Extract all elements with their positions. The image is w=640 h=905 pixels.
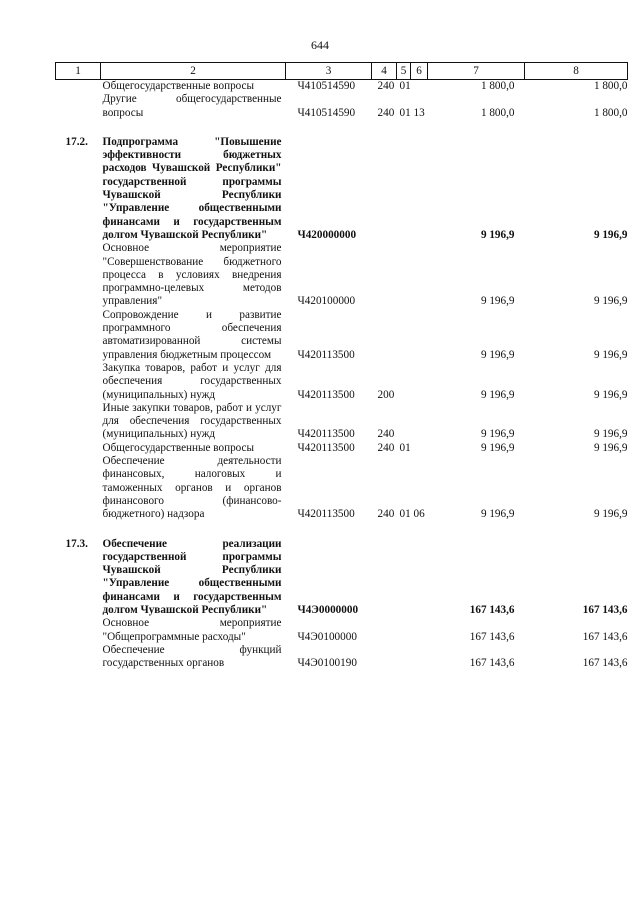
row-target-code: Ч4Э0100000 [297,630,357,643]
table-row [56,136,628,242]
row-subsection [411,644,428,671]
row-subsection [411,80,428,94]
header-cell-1: 1 [56,63,101,80]
row-expense-type: 240 [377,106,395,119]
row-amount-col7: 9 196,9 [480,441,515,454]
row-name: Обеспечение деятельности финансовых, налоговых и таможенных органов и органов финансового (финансово-бюджетного) надзора [102,455,282,521]
page-number: 644 [311,38,329,52]
row-amount-col8: 1 800,0 [593,106,628,119]
row-amount-col7: 1 800,0 [480,106,515,119]
row-amount-col8: 1 800,0 [593,80,628,92]
row-amount-col8: 9 196,9 [593,508,628,521]
row-section [397,617,411,644]
row-subsection [411,362,428,402]
row-target-code: Ч420113500 [297,508,355,521]
row-section: 01 [399,508,411,521]
table-row [56,309,628,362]
row-amount-col8: 9 196,9 [593,295,628,308]
table-row [56,442,628,455]
row-number [56,402,101,442]
row-spacer [56,120,628,136]
table-row [56,80,628,94]
row-target-code: Ч4Э0000000 [297,603,359,616]
table-header-row [56,63,628,80]
row-name: Обеспечение функций государственных органов [102,643,282,670]
table-row [56,362,628,402]
row-amount-col7: 9 196,9 [480,508,515,521]
table-row [56,242,628,308]
header-cell-3: 3 [286,63,372,80]
row-number: 17.3. [65,537,88,550]
row-target-code: Ч420113500 [297,388,355,401]
row-name: Подпрограмма "Повышение эффективности бюджетных расходов Чувашской Республики" государственной программы Чувашской Республики "Управление общественными финансами и государственным долгом Чувашской Республики" [102,135,282,241]
row-target-code: Ч420000000 [297,228,357,241]
row-amount-col7: 9 196,9 [480,348,515,361]
row-amount-col8: 167 143,6 [582,657,628,670]
row-target-code: Ч410514590 [297,106,356,119]
table-body [56,80,628,671]
row-section [397,644,411,671]
table-row [56,644,628,671]
budget-table [55,62,628,670]
row-amount-col7: 9 196,9 [480,295,515,308]
row-expense-type: 240 [377,441,395,454]
row-name: Сопровождение и развитие программного обеспечения автоматизированной системы управления бюджетным процессом [102,308,282,361]
row-number: 17.2. [65,135,88,148]
row-section: 01 [399,106,411,119]
row-section [397,242,411,308]
header-cell-4: 4 [372,63,397,80]
row-expense-type [372,644,397,671]
row-amount-col8: 9 196,9 [593,388,628,401]
row-section [397,309,411,362]
row-spacer [56,522,628,538]
row-amount-col7: 1 800,0 [480,80,515,92]
row-name: Закупка товаров, работ и услуг для обеспечения государственных (муниципальных) нужд [102,361,282,401]
table-row [56,455,628,521]
row-subsection [411,242,428,308]
row-number [56,644,101,671]
row-subsection [411,442,428,455]
row-expense-type: 240 [377,428,395,441]
row-subsection [411,538,428,618]
row-number [56,362,101,402]
row-expense-type: 240 [377,80,395,92]
table-row [56,617,628,644]
header-cell-8: 8 [525,63,628,80]
row-expense-type [372,617,397,644]
row-amount-col8: 9 196,9 [593,441,628,454]
row-subsection [411,402,428,442]
row-number [56,442,101,455]
row-section [397,362,411,402]
row-name: Иные закупки товаров, работ и услуг для обеспечения государственных (муниципальных) нужд [102,401,282,441]
row-subsection [411,617,428,644]
row-number [56,455,101,521]
row-subsection: 13 [413,106,425,119]
row-amount-col7: 167 143,6 [469,603,515,616]
row-name: Обеспечение реализации государственной программы Чувашской Республики "Управление общественными финансами и государственным долгом Чувашской Республики" [102,537,282,616]
row-amount-col8: 9 196,9 [593,348,628,361]
row-name: Основное мероприятие "Общепрограммные расходы" [102,617,282,643]
row-section: 01 [399,441,411,454]
header-cell-5: 5 [397,63,411,80]
row-amount-col8: 167 143,6 [582,630,628,643]
row-expense-type: 240 [377,508,395,521]
row-subsection [411,136,428,242]
row-name: Другие общегосударственные вопросы [102,93,282,119]
row-expense-type [372,242,397,308]
table-row [56,93,628,120]
row-amount-col8: 9 196,9 [593,428,628,441]
row-expense-type [372,136,397,242]
row-target-code: Ч4Э0100190 [297,657,357,670]
row-expense-type [372,538,397,618]
row-subsection [411,309,428,362]
row-section [397,402,411,442]
row-amount-col7: 167 143,6 [469,657,515,670]
row-section [397,538,411,618]
header-cell-7: 7 [428,63,525,80]
row-amount-col8: 9 196,9 [593,228,628,241]
row-name: Общегосударственные вопросы [102,80,255,92]
row-name: Основное мероприятие "Совершенствование бюджетного процесса в условиях внедрения программно-целевых методов управления" [102,242,282,308]
row-expense-type [372,309,397,362]
row-amount-col7: 167 143,6 [469,630,515,643]
table-row [56,538,628,618]
row-amount-col7: 9 196,9 [480,388,515,401]
row-number [56,617,101,644]
row-section: 01 [399,80,411,92]
row-target-code: Ч410514590 [297,80,356,92]
row-target-code: Ч420113500 [297,441,355,454]
row-target-code: Ч420113500 [297,348,355,361]
row-target-code: Ч420113500 [297,428,355,441]
row-subsection: 06 [413,508,425,521]
row-number [56,242,101,308]
row-expense-type: 200 [377,388,395,401]
row-target-code: Ч420100000 [297,295,356,308]
row-amount-col7: 9 196,9 [480,228,515,241]
row-section [397,136,411,242]
header-cell-6: 6 [411,63,428,80]
row-number [56,309,101,362]
row-amount-col8: 167 143,6 [582,603,628,616]
header-cell-2: 2 [101,63,286,80]
row-number [56,80,101,94]
row-number [56,93,101,120]
row-amount-col7: 9 196,9 [480,428,515,441]
table-row [56,402,628,442]
row-name: Общегосударственные вопросы [102,441,255,454]
